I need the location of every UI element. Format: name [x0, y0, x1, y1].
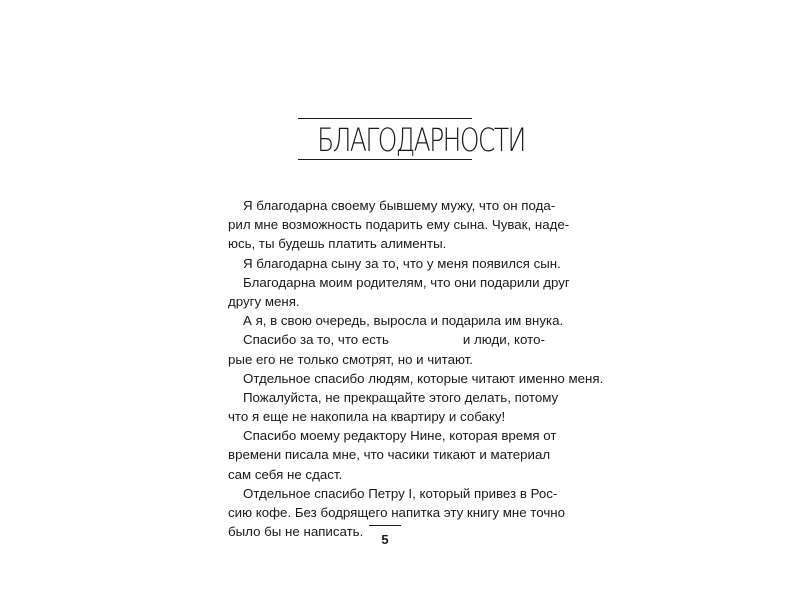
body-line: Отдельное спасибо Петру I, который привез в Рос-: [243, 485, 558, 501]
body-line: Благодарна моим родителям, что они подарили друг: [243, 274, 570, 290]
body-line: А я, в свою очередь, выросла и подарила им внука.: [243, 313, 564, 329]
body-text: [228, 196, 604, 541]
body-line: сам себя не сдаст.: [228, 466, 343, 482]
body-line-end: и люди, кото-: [462, 332, 545, 348]
heading-rule-bottom: [298, 159, 472, 160]
chapter-title: БЛАГОДАРНОСТИ: [317, 121, 525, 159]
body-line: Я благодарна сыну за то, что у меня появился сын.: [243, 255, 561, 271]
body-line-start: Спасибо за то, что есть: [243, 332, 389, 348]
body-line: Спасибо моему редактору Нине, которая время от: [243, 428, 557, 444]
body-line: юсь, ты будешь платить алименты.: [228, 236, 447, 252]
page-number: 5: [381, 532, 389, 547]
body-line: другу меня.: [228, 293, 300, 309]
page-number-rule: [369, 525, 401, 526]
body-line: Я благодарна своему бывшему мужу, что он пода-: [243, 198, 556, 213]
body-line: было бы не написать.: [228, 524, 364, 540]
body-line: что я еще не накопила на квартиру и собаку!: [228, 409, 506, 425]
body-line: сию кофе. Без бодрящего напитка эту книгу мне точно: [228, 505, 565, 520]
body-line: рил мне возможность подарить ему сына. Чувак, наде-: [228, 217, 570, 233]
chapter-heading: [298, 118, 525, 160]
body-line-with-gap: [228, 330, 558, 349]
body-line: рые его не только смотрят, но и читают.: [228, 351, 473, 367]
body-line: Отдельное спасибо людям, которые читают именно меня.: [243, 370, 604, 386]
body-line: Пожалуйста, не прекращайте этого делать, потому: [243, 389, 559, 405]
body-line: времени писала мне, что часики тикают и материал: [228, 447, 551, 463]
